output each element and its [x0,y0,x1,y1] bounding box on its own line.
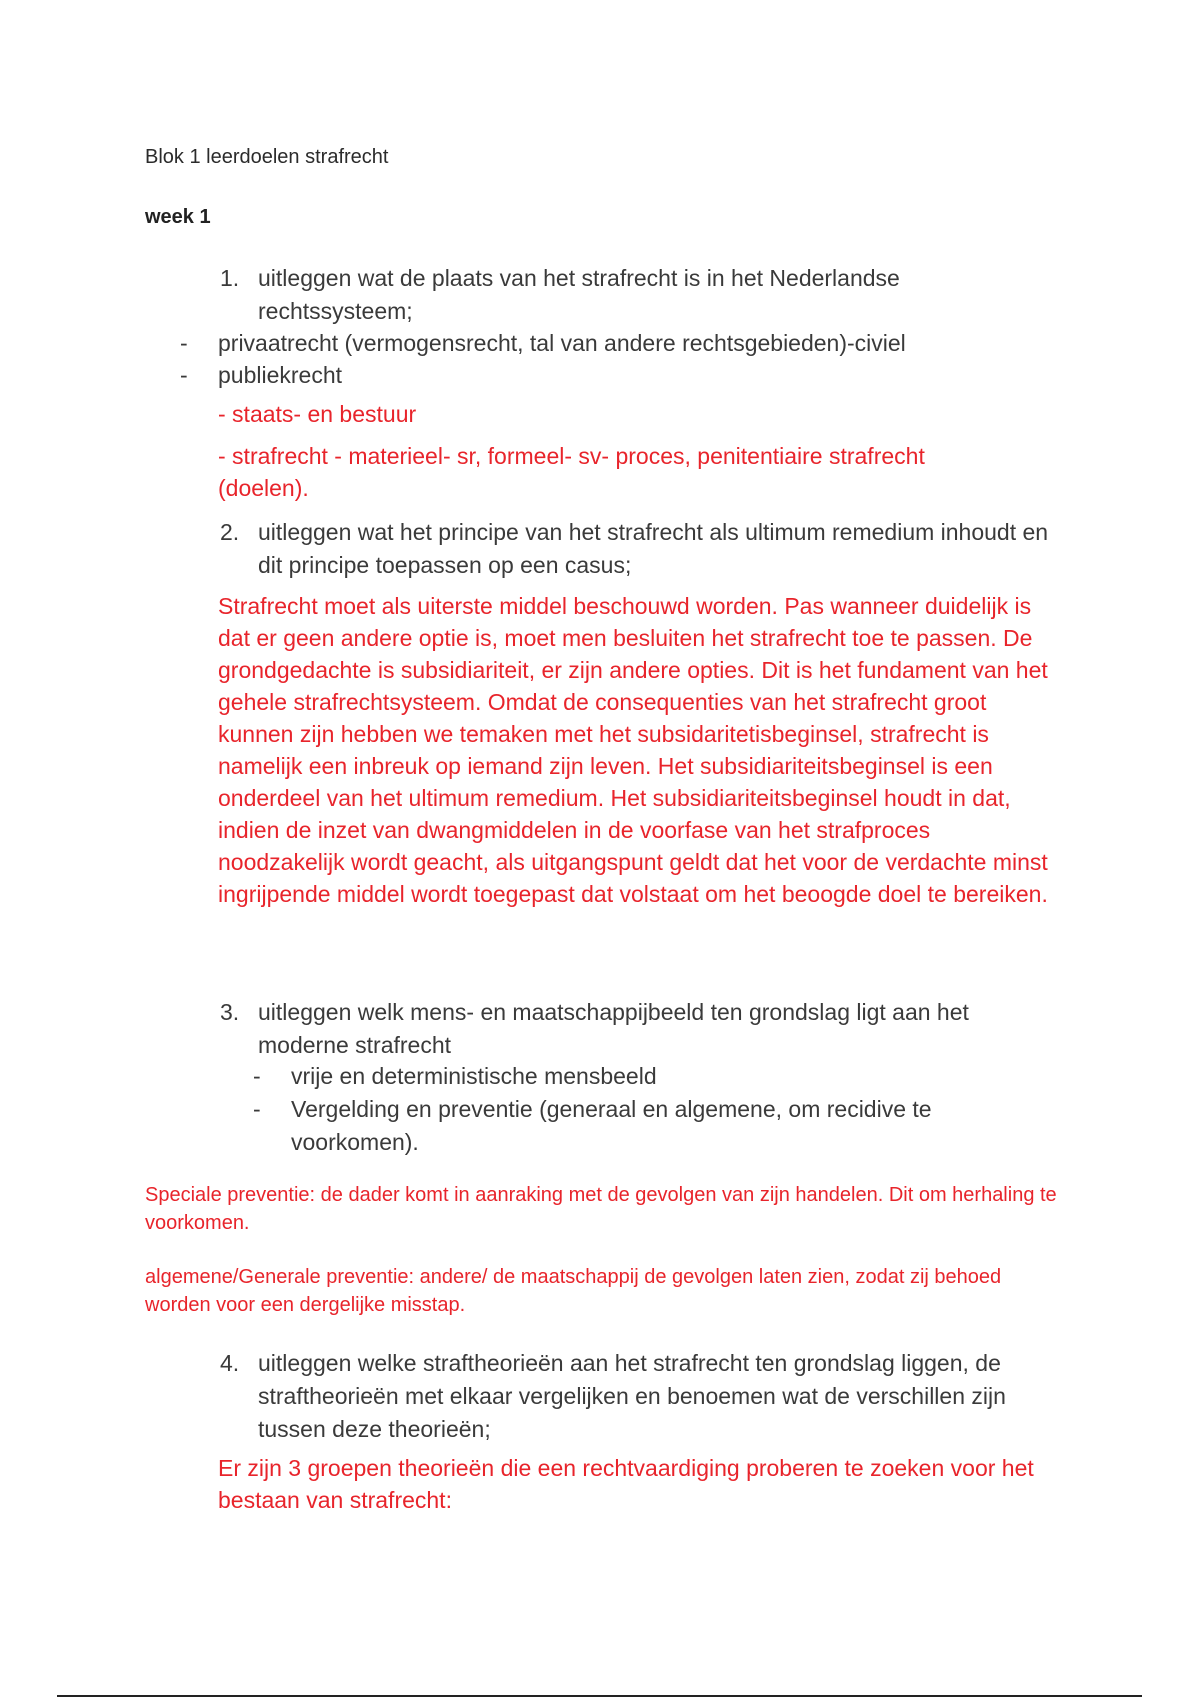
question-number: 3. [220,999,240,1025]
question-3 [220,996,1040,1062]
sub-item-strafrecht: - strafrecht - materieel- sr, formeel- sv- proces, penitentiaire strafrecht (doelen). [218,443,925,501]
note-generale-preventie: algemene/Generale preventie: andere/ de maatschappij de gevolgen laten zien, zodat zij behoed worden voor een dergelijke misstap. [145,1266,1002,1316]
bullet-text: privaatrecht (vermogensrecht, tal van andere rechtsgebieden)-civiel [218,330,906,356]
question-number: 4. [220,1350,240,1376]
bullet-text: publiekrecht [218,362,343,388]
bullet-dash: - [253,1063,261,1089]
question-number: 1. [220,265,240,291]
note-speciale-preventie: Speciale preventie: de dader komt in aanraking met de gevolgen van zijn handelen. Dit om herhaling te voorkomen. [145,1184,1057,1234]
document-title: Blok 1 leerdoelen strafrecht [145,146,389,168]
question-1 [220,262,940,328]
list-item [180,327,980,360]
bullet-text: Vergelding en preventie (generaal en algemene, om recidive te voorkomen). [291,1096,932,1155]
list-item [253,1093,1013,1159]
list-item [253,1060,1013,1093]
question-text: uitleggen wat de plaats van het strafrecht is in het Nederlandse rechtssysteem; [258,265,900,324]
list-item [180,359,980,392]
question-4 [220,1347,1070,1446]
question-text: uitleggen welke straftheorieën aan het strafrecht ten grondslag liggen, de straftheorieën met elkaar vergelijken en benoemen wat de verschillen zijn tussen deze theorieën; [258,1350,1006,1442]
page-bottom-rule [57,1695,1142,1697]
question-text: uitleggen wat het principe van het strafrecht als ultimum remedium inhoudt en dit principe toepassen op een casus; [258,519,1049,578]
question-2 [220,516,1070,582]
week-heading: week 1 [145,206,211,228]
bullet-dash: - [180,362,188,388]
question-text: uitleggen welk mens- en maatschappijbeeld ten grondslag ligt aan het moderne strafrecht [258,999,969,1058]
bullet-dash: - [253,1096,261,1122]
answer-paragraph: Strafrecht moet als uiterste middel beschouwd worden. Pas wanneer duidelijk is dat er geen andere optie is, moet men besluiten het strafrecht toe te passen. De grondgedachte is subsidiariteit, er zijn andere opties. Dit is het fundament van het gehele strafrechtsysteem. Omdat de consequenties van het strafrecht groot kunnen zijn hebben we temaken met het subsidaritetisbeginsel, strafrecht is namelijk een inbreuk op iemand zijn leven. Het subsidiariteitsbeginsel is een onderdeel van het ultimum remedium. Het subsidiariteitsbeginsel houdt in dat, indien de inzet van dwangmiddelen in de voorfase van het strafproces noodzakelijk wordt geacht, als uitgangspunt geldt dat het voor de verdachte minst ingrijpende middel wordt toegepast dat volstaat om het beoogde doel te bereiken. [218,593,1048,907]
sub-item-staats: - staats- en bestuur [218,401,417,427]
answer-paragraph: Er zijn 3 groepen theorieën die een rechtvaardiging proberen te zoeken voor het bestaan van strafrecht: [218,1455,1034,1513]
bullet-text: vrije en deterministische mensbeeld [291,1063,657,1089]
question-number: 2. [220,519,240,545]
bullet-dash: - [180,330,188,356]
